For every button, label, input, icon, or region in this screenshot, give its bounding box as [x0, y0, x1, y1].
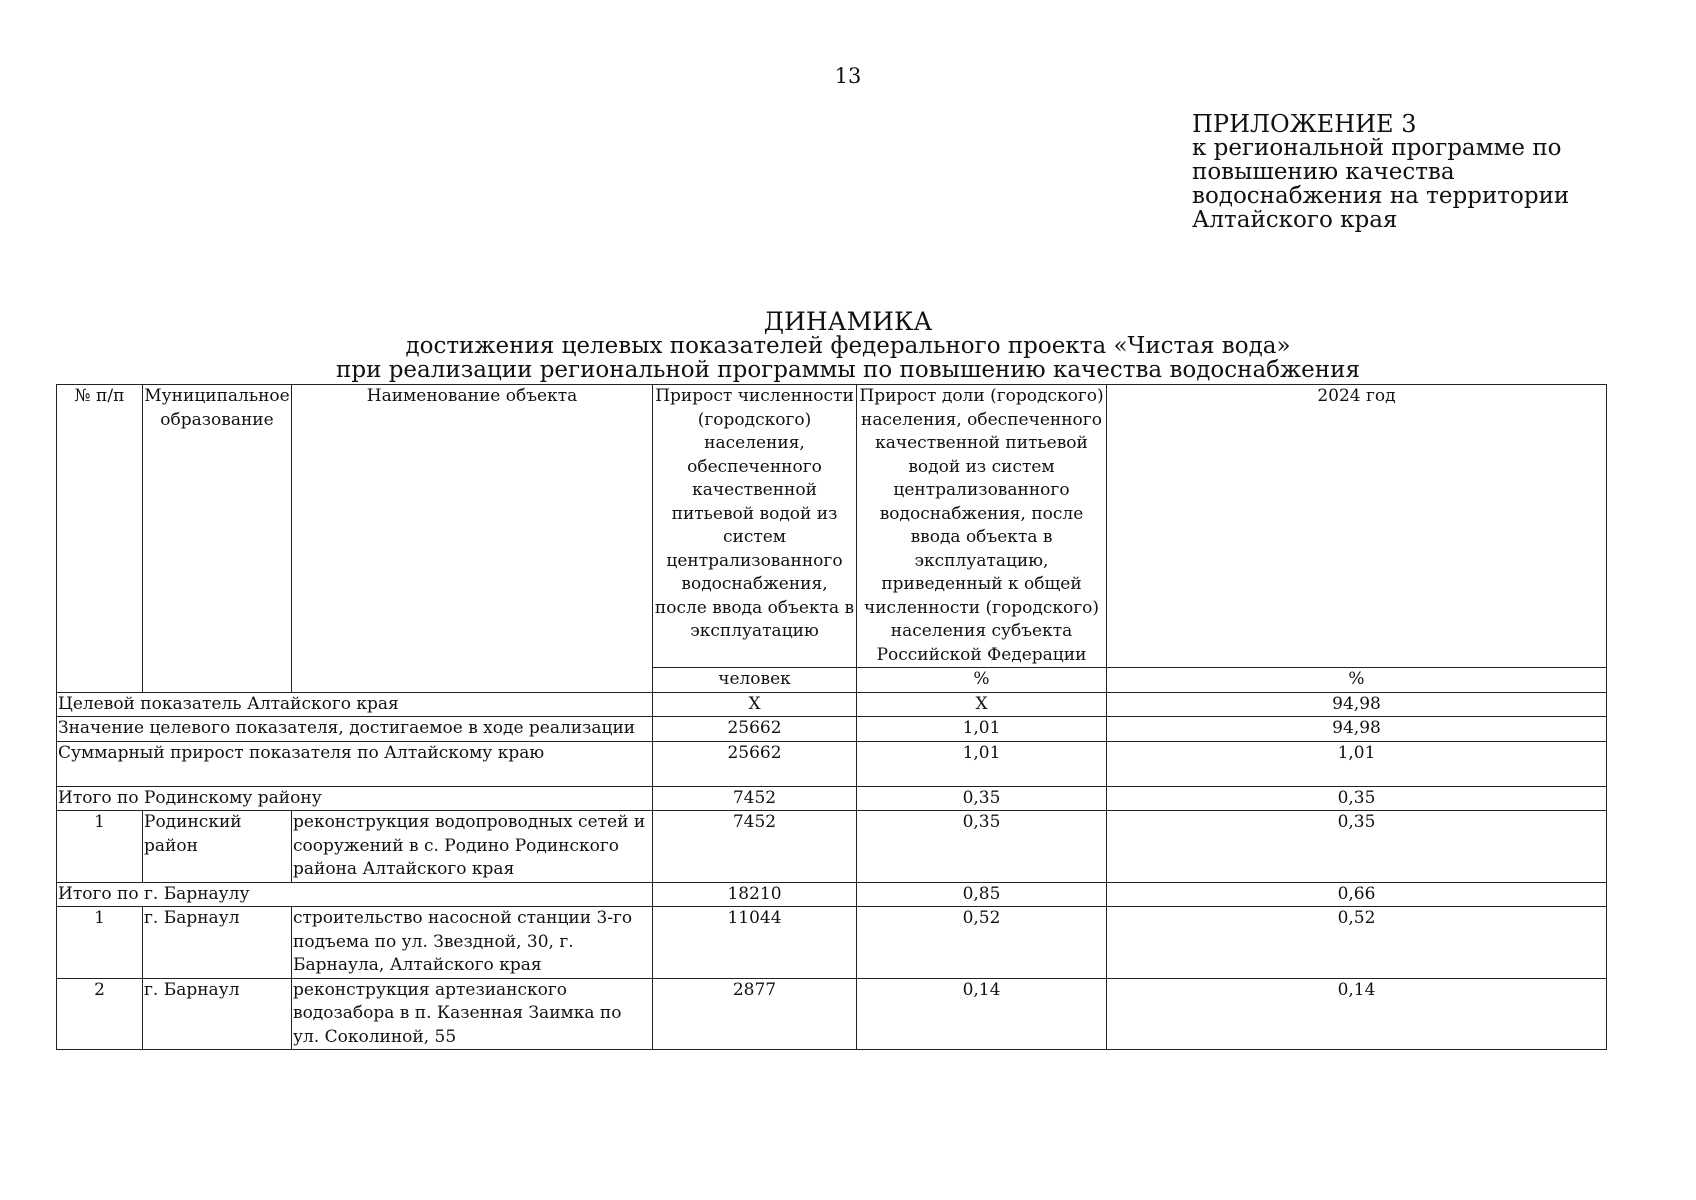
title-subtitle: достижения целевых показателей федерального проекта «Чистая вода» — [405, 333, 1291, 359]
table-header-row — [57, 385, 1607, 668]
summary-count: 25662 — [653, 717, 857, 742]
summary-label: Суммарный прирост показателя по Алтайскому краю — [57, 741, 653, 786]
row-share: 0,35 — [857, 811, 1107, 883]
row-num: 1 — [57, 907, 143, 979]
header-growth-count: Прирост численности (городского) населения, обеспеченного качественной питьевой водой из систем централизованного водоснабжения, после ввода объекта в эксплуатацию — [653, 385, 857, 668]
title-subtitle: при реализации региональной программы по повышению качества водоснабжения — [336, 357, 1360, 383]
district-total-share: 0,35 — [857, 786, 1107, 811]
district-total-row — [57, 882, 1607, 907]
row-count: 11044 — [653, 907, 857, 979]
district-total-label: Итого по Родинскому району — [57, 786, 653, 811]
appendix-heading: ПРИЛОЖЕНИЕ 3 — [1192, 110, 1417, 138]
unit-count: человек — [653, 668, 857, 693]
row-municipality: Родинский район — [143, 811, 292, 883]
header-growth-share: Прирост доли (городского) населения, обеспеченного качественной питьевой водой из систем централизованного водоснабжения, после ввода объекта в эксплуатацию, приведенный к общей численности (городского) населения субъекта Российской Федерации — [857, 385, 1107, 668]
district-total-year: 0,35 — [1107, 786, 1607, 811]
row-share: 0,52 — [857, 907, 1107, 979]
summary-label: Значение целевого показателя, достигаемое в ходе реализации — [57, 717, 653, 742]
document-title — [0, 307, 1696, 383]
district-total-label: Итого по г. Барнаулу — [57, 882, 653, 907]
district-total-row — [57, 786, 1607, 811]
appendix-block — [1192, 112, 1652, 232]
indicators-table — [56, 384, 1607, 1050]
row-object: строительство насосной станции 3-го подъема по ул. Звездной, 30, г. Барнаула, Алтайского края — [292, 907, 653, 979]
row-year: 0,52 — [1107, 907, 1607, 979]
row-municipality: г. Барнаул — [143, 907, 292, 979]
unit-share: % — [857, 668, 1107, 693]
summary-label: Целевой показатель Алтайского края — [57, 692, 653, 717]
row-year: 0,14 — [1107, 978, 1607, 1050]
row-num: 1 — [57, 811, 143, 883]
appendix-line: водоснабжения на территории — [1192, 183, 1570, 209]
summary-count: X — [653, 692, 857, 717]
row-num: 2 — [57, 978, 143, 1050]
row-object: реконструкция артезианского водозабора в п. Казенная Заимка по ул. Соколиной, 55 — [292, 978, 653, 1050]
summary-share: X — [857, 692, 1107, 717]
header-municipality: Муниципальное образование — [143, 385, 292, 693]
header-object: Наименование объекта — [292, 385, 653, 693]
summary-row — [57, 741, 1607, 786]
row-count: 2877 — [653, 978, 857, 1050]
summary-year: 1,01 — [1107, 741, 1607, 786]
district-total-count: 7452 — [653, 786, 857, 811]
table-row — [57, 978, 1607, 1050]
district-total-year: 0,66 — [1107, 882, 1607, 907]
title-main: ДИНАМИКА — [763, 307, 933, 336]
row-count: 7452 — [653, 811, 857, 883]
header-year: 2024 год — [1107, 385, 1607, 668]
table-row — [57, 907, 1607, 979]
appendix-line: Алтайского края — [1192, 207, 1398, 233]
appendix-line: к региональной программе по — [1192, 135, 1562, 161]
summary-year: 94,98 — [1107, 717, 1607, 742]
table-row — [57, 811, 1607, 883]
appendix-line: повышению качества — [1192, 159, 1455, 185]
district-total-share: 0,85 — [857, 882, 1107, 907]
summary-row — [57, 692, 1607, 717]
row-share: 0,14 — [857, 978, 1107, 1050]
header-num: № п/п — [57, 385, 143, 693]
row-year: 0,35 — [1107, 811, 1607, 883]
page-number: 13 — [834, 64, 862, 88]
summary-share: 1,01 — [857, 741, 1107, 786]
row-municipality: г. Барнаул — [143, 978, 292, 1050]
unit-year: % — [1107, 668, 1607, 693]
summary-year: 94,98 — [1107, 692, 1607, 717]
summary-count: 25662 — [653, 741, 857, 786]
summary-share: 1,01 — [857, 717, 1107, 742]
summary-row — [57, 717, 1607, 742]
row-object: реконструкция водопроводных сетей и сооружений в с. Родино Родинского района Алтайского края — [292, 811, 653, 883]
district-total-count: 18210 — [653, 882, 857, 907]
